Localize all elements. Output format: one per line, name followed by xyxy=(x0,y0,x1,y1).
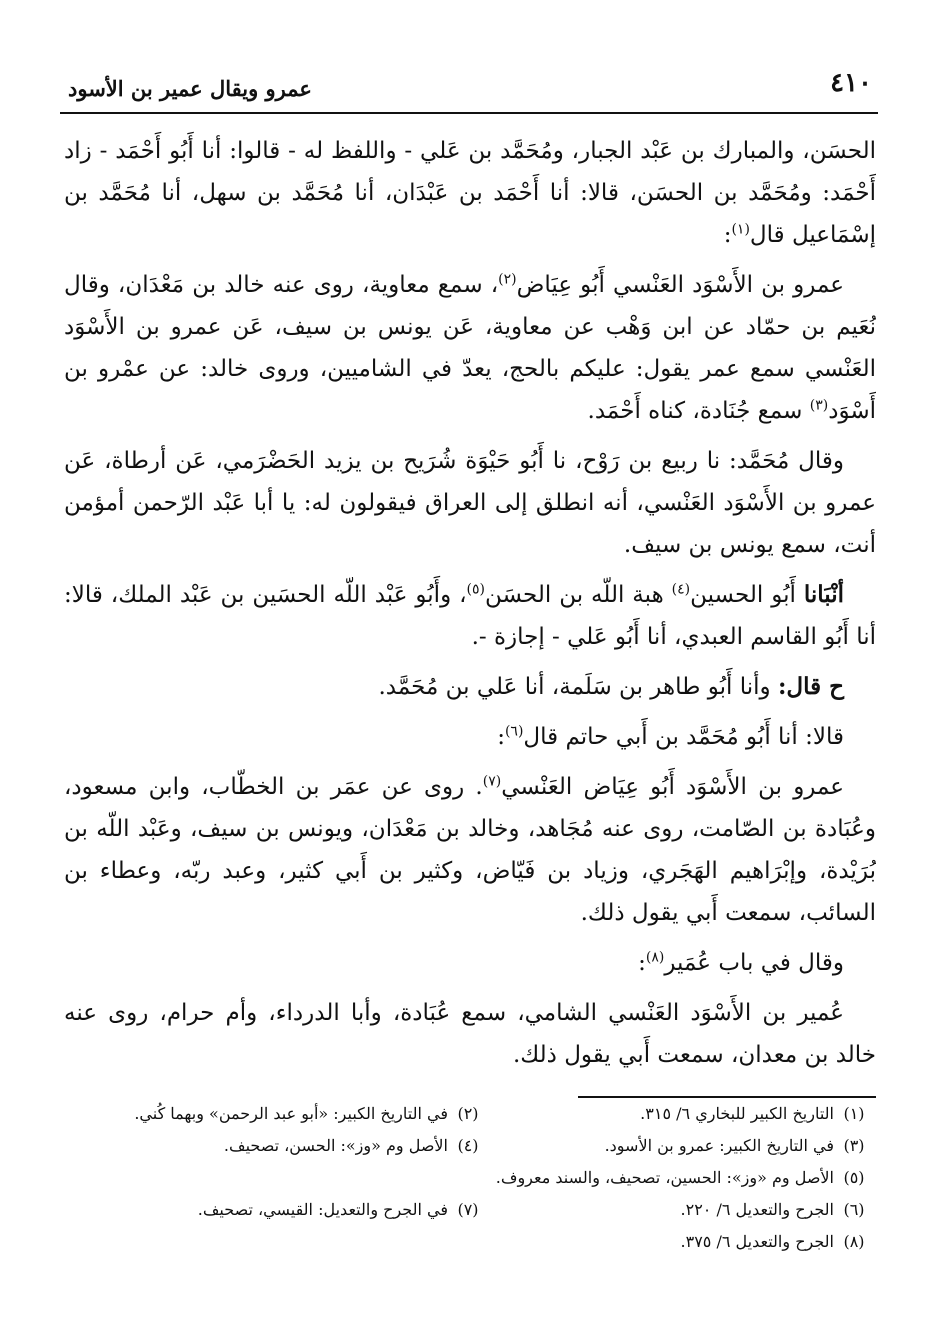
footnote-8: (٨)الجرح والتعديل ٦/ ٣٧٥. xyxy=(680,1232,865,1251)
footnote-divider xyxy=(578,1096,876,1098)
main-text xyxy=(64,130,876,1090)
footnote-3: (٣)في التاريخ الكبير: عمرو بن الأسود. xyxy=(604,1136,865,1155)
paragraph-6: قالا: أنا أَبُو مُحَمَّد بن أَبي حاتم قال$^{(٦)}$: xyxy=(497,723,844,750)
footnote-ref-4[interactable]: (٤) xyxy=(671,581,691,598)
footnote-ref-8[interactable]: (٨) xyxy=(645,949,665,966)
footnote-5: (٥)الأصل وم «وز»: الحسين، تصحيف، والسند معروف. xyxy=(495,1168,865,1187)
paragraph-lead: أنْبَانا xyxy=(803,581,844,608)
footnote-7: (٧)في الجرح والتعديل: القيسي، تصحيف. xyxy=(197,1200,479,1219)
paragraph-2: عمرو بن الأَسْوَد العَنْسي أَبُو عِيَاض$^{(٢)}$، سمع معاوية، روى عنه خالد بن مَعْدَان، وقال نُعَيم بن حمّاد عن ابن وَهْب عن معاوية، عَن يونس بن سيف، عَن عمرو بن الأَسْوَد العَنْسي سمع عمر يقول: عليكم بالحج، يعدّ في الشاميين، وروى خالد: عن عمْرو بن أَسْوَد$^{(٣)}$ سمع جُنَادة، كناه أَحْمَد. xyxy=(64,271,876,424)
footnote-4: (٤)الأصل وم «وز»: الحسن، تصحيف. xyxy=(223,1136,479,1155)
paragraph-1: الحسَن، والمبارك بن عَبْد الجبار، ومُحَمَّد بن عَلي - واللفظ له - قالوا: أنا أَبُو أَحْمَد - زاد أَحْمَد: ومُحَمَّد بن الحسَن، قالا: أنا أَحْمَد بن عَبْدَان، أنا مُحَمَّد بن سهل، أنا مُحَمَّد بن إسْمَاعيل قال$^{(١)}$: xyxy=(64,138,876,248)
footnote-ref-6[interactable]: (٦) xyxy=(504,723,524,740)
page-number: ٤١٠ xyxy=(830,68,872,98)
footnote-2: (٢)في التاريخ الكبير: «أبو عبد الرحمن» وبهما كُني. xyxy=(134,1104,479,1123)
footnote-1: (١)التاريخ الكبير للبخاري ٦/ ٣١٥. xyxy=(640,1104,865,1123)
page-header xyxy=(60,62,878,114)
running-title: عمرو ويقال عمير بن الأسود xyxy=(68,76,312,101)
footnote-ref-7[interactable]: (٧) xyxy=(482,773,502,790)
paragraph-4: أنْبَانا أَبُو الحسين$^{(٤)}$ هبة اللّه بن الحسَن$^{(٥)}$، وأَبُو عَبْد اللّه الحسَين بن عَبْد الملك، قالا: أنا أَبُو القاسم العبدي، أنا أَبُو عَلي - إجازة -. xyxy=(64,581,876,650)
footnote-ref-3[interactable]: (٣) xyxy=(809,397,829,414)
paragraph-3: وقال مُحَمَّد: نا ربيع بن رَوْح، نا أَبُو حَيْوَة شُرَيح بن يزيد الحَضْرَمي، عَن أرطاة، عَن عمرو بن الأَسْوَد العَنْسي، أنه انطلق إلى العراق فيقولون له: يا أبا عَبْد الرّحمن أمؤمن أنت، سمع يونس بن سيف. xyxy=(64,448,876,558)
footnote-ref-5[interactable]: (٥) xyxy=(466,581,485,598)
footnote-6: (٦)الجرح والتعديل ٦/ ٢٢٠. xyxy=(680,1200,865,1219)
paragraph-lead: ح قال: xyxy=(777,673,844,700)
footnote-ref-2[interactable]: (٢) xyxy=(498,271,517,288)
paragraph-8: وقال في باب عُمَير$^{(٨)}$: xyxy=(638,949,844,976)
paragraph-5: ح قال: وأنا أَبُو طاهر بن سَلَمة، أنا عَلي بن مُحَمَّد. xyxy=(378,673,844,700)
paragraph-9: عُمير بن الأَسْوَد العَنْسي الشامي، سمع عُبَادة، وأبا الدرداء، وأم حرام، روى عنه خالد بن معدان، سمعت أَبي يقول ذلك. xyxy=(64,1000,876,1068)
paragraph-7: عمرو بن الأَسْوَد أَبُو عِيَاض العَنْسي$^{(٧)}$. روى عن عمَر بن الخطّاب، وابن مسعود، وعُبَادة بن الصّامت، روى عنه مُجَاهد، وخالد بن مَعْدَان، ويونس بن سيف، وعَبْد اللّه بن بُرَيْدة، وإبْرَاهيم الهَجَري، وزياد بن فَيّاض، وكثير بن أَبي كثير، وعبد ربّه، وعطاء بن السائب، سمعت أَبي يقول ذلك. xyxy=(64,773,876,926)
footnote-ref-1[interactable]: (١) xyxy=(731,221,750,238)
